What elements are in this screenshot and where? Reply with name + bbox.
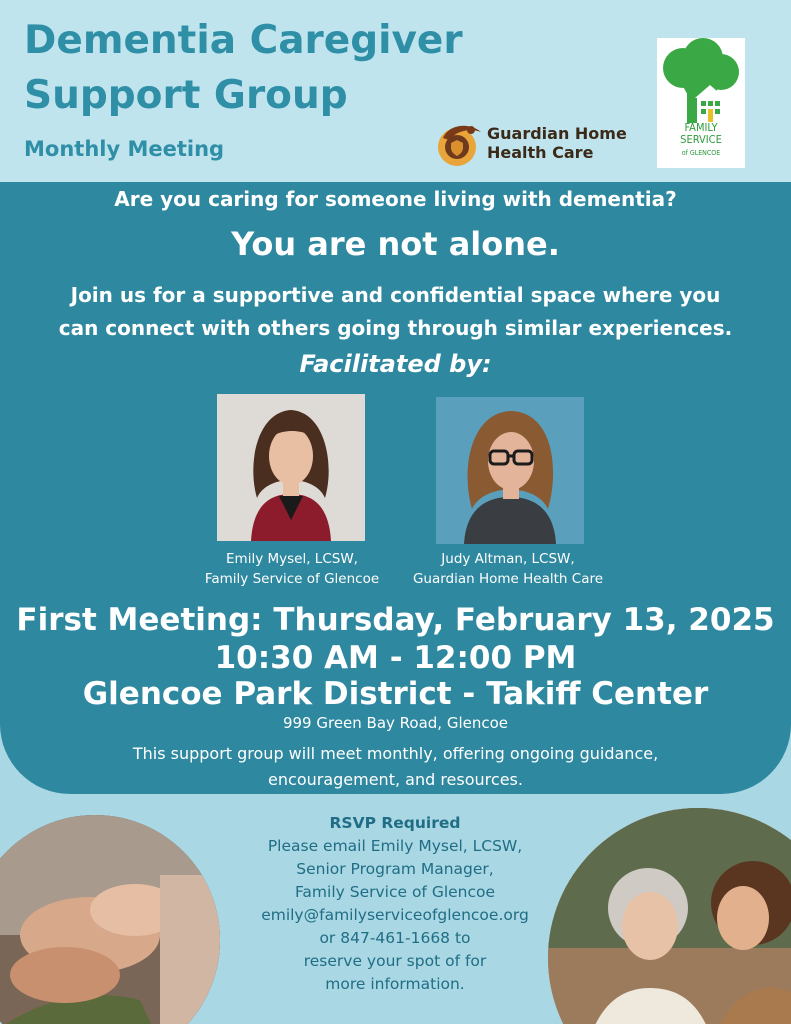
facilitator-org: Guardian Home Health Care [412,571,604,587]
facilitator-org: Family Service of Glencoe [204,571,380,587]
info-line-2: encouragement, and resources. [268,770,523,789]
header-band [0,0,791,190]
facilitator-caption-emily [172,549,412,589]
rsvp-line: Family Service of Glencoe [294,883,496,901]
title-line-1: Dementia Caregiver [24,18,463,63]
rsvp-line: Senior Program Manager, [296,860,494,878]
facilitator-caption-judy [388,549,628,589]
rsvp-line: reserve your spot of for [303,952,487,970]
meeting-address: 999 Green Bay Road, Glencoe [282,714,509,732]
meeting-time: 10:30 AM - 12:00 PM [214,640,577,676]
facilitator-photo-judy [436,397,584,544]
facilitator-name: Judy Altman, LCSW, [441,551,575,567]
rsvp-heading: RSVP Required [329,814,461,832]
fsg-logo-text [657,122,745,159]
page-title [24,14,463,123]
rsvp-phone: or 847-461-1668 to [319,929,471,947]
title-line-2: Support Group [24,72,348,118]
rsvp-section [215,812,575,996]
guardian-emblem-icon [435,120,485,170]
guardian-logo-line-2: Health Care [487,143,594,162]
subtitle: Monthly Meeting [24,137,225,161]
fsg-logo-line-3: of GLENCOE [681,149,721,157]
caregiver-elderly-woman-photo [548,808,791,1024]
rsvp-line: Please email Emily Mysel, LCSW, [267,837,523,855]
fsg-logo-line-1: FAMILY [684,121,718,134]
join-line-1: Join us for a supportive and confidential space where you [70,283,721,307]
guardian-logo-line-1: Guardian Home [487,124,627,143]
meeting-date: First Meeting: Thursday, February 13, 2025 [16,602,775,638]
join-message [0,279,791,345]
facilitator-photo-emily [217,394,365,541]
guardian-logo-text [487,124,627,162]
rsvp-line: more information. [325,975,465,993]
intro-question: Are you caring for someone living with dementia? [114,187,677,211]
join-line-2: can connect with others going through similar experiences. [58,316,733,340]
headline: You are not alone. [231,225,560,263]
facilitated-by-heading: Facilitated by: [299,350,492,378]
fsg-logo-line-2: SERVICE [680,133,722,146]
family-service-of-glencoe-logo [657,38,745,168]
schedule-info [0,741,791,793]
holding-hands-photo [0,815,220,1024]
tree-house-icon [657,38,745,124]
meeting-location: Glencoe Park District - Takiff Center [82,676,709,712]
info-line-1: This support group will meet monthly, offering ongoing guidance, [132,744,659,763]
facilitator-name: Emily Mysel, LCSW, [226,551,358,567]
guardian-home-health-care-logo [435,120,635,170]
rsvp-email: emily@familyserviceofglencoe.org [261,906,529,924]
